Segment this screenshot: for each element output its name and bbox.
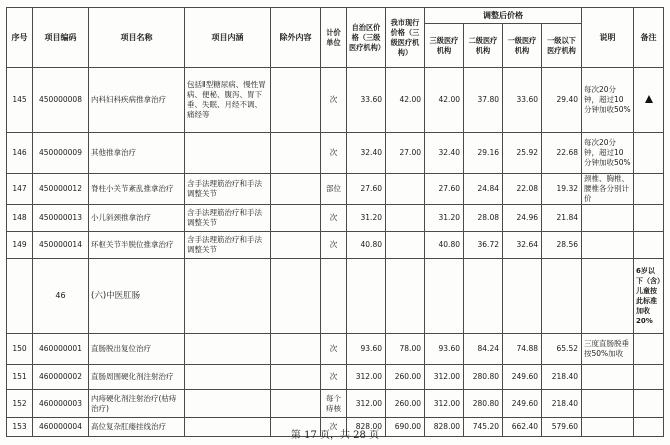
- table-row: [7, 174, 664, 205]
- header-below-level1: 一级以下医疗机构: [542, 24, 582, 68]
- cell-code: 450000014: [33, 232, 89, 259]
- cell-region-price: 32.40: [347, 133, 386, 174]
- cell-below-level1: 218.40: [542, 390, 582, 418]
- cell-city-price: 690.00: [386, 418, 425, 437]
- cell-region-price: 31.20: [347, 205, 386, 232]
- cell-level3: 32.40: [425, 133, 464, 174]
- cell-level1: 249.60: [503, 390, 542, 418]
- cell-level1: 662.40: [503, 418, 542, 437]
- header-level3: 三级医疗机构: [425, 24, 464, 68]
- cell-exclusions: [271, 259, 321, 334]
- table-row: [7, 68, 664, 133]
- cell-seq: 151: [7, 365, 33, 390]
- cell-remark: [634, 174, 664, 205]
- header-note: 说明: [582, 8, 634, 68]
- cell-city-price: 260.00: [386, 390, 425, 418]
- category-row: [7, 259, 664, 334]
- table-row: [7, 133, 664, 174]
- cell-unit: 每个痔核: [321, 390, 347, 418]
- cell-region-price: 93.60: [347, 334, 386, 365]
- cell-below-level1: 218.40: [542, 365, 582, 390]
- header-exclusions: 除外内容: [271, 8, 321, 68]
- cell-seq: 149: [7, 232, 33, 259]
- header-row-1: [7, 8, 664, 24]
- cell-exclusions: [271, 174, 321, 205]
- cell-exclusions: [271, 205, 321, 232]
- cell-region-price: 312.00: [347, 365, 386, 390]
- cell-unit: 次: [321, 365, 347, 390]
- category-code: 46: [33, 259, 89, 334]
- cell-note: [582, 205, 634, 232]
- cell-level1: 74.88: [503, 334, 542, 365]
- cell-name: 环枢关节半脱位推拿治疗: [89, 232, 185, 259]
- cell-code: 450000008: [33, 68, 89, 133]
- page-number: 第 17 页，共 28 页: [290, 430, 380, 441]
- header-content: 项目内涵: [185, 8, 271, 68]
- cell-remark: [634, 334, 664, 365]
- header-code: 项目编码: [33, 8, 89, 68]
- cell-level3: 31.20: [425, 205, 464, 232]
- header-adjusted: 调整后价格: [425, 8, 582, 24]
- cell-unit: [321, 259, 347, 334]
- table-row: [7, 365, 664, 390]
- cell-level2: [464, 259, 503, 334]
- cell-level3: 27.60: [425, 174, 464, 205]
- cell-level1: [503, 259, 542, 334]
- cell-below-level1: 28.56: [542, 232, 582, 259]
- header-seq: 序号: [7, 8, 33, 68]
- cell-remark: [634, 390, 664, 418]
- cell-city-price: 27.00: [386, 133, 425, 174]
- cell-content: [185, 365, 271, 390]
- cell-note: 颈椎、胸椎、腰椎各分别计价: [582, 174, 634, 205]
- cell-level3: 40.80: [425, 232, 464, 259]
- cell-region-price: 828.00: [347, 418, 386, 437]
- cell-level2: 745.20: [464, 418, 503, 437]
- cell-level3: 93.60: [425, 334, 464, 365]
- category-name: (六)中医肛肠: [89, 259, 185, 334]
- table-row: [7, 232, 664, 259]
- cell-seq: 147: [7, 174, 33, 205]
- cell-content: 含手法理筋治疗和手法调整关节: [185, 174, 271, 205]
- cell-level2: 29.16: [464, 133, 503, 174]
- cell-level1: 32.64: [503, 232, 542, 259]
- cell-city-price: 260.00: [386, 365, 425, 390]
- cell-note: [582, 365, 634, 390]
- header-remark: 备注: [634, 8, 664, 68]
- cell-below-level1: 579.60: [542, 418, 582, 437]
- cell-name: 小儿斜颈推拿治疗: [89, 205, 185, 232]
- cell-note: 三度直肠脱垂按50%加收: [582, 334, 634, 365]
- cell-note: [582, 232, 634, 259]
- table-row: [7, 390, 664, 418]
- cell-name: 脊柱小关节紊乱推拿治疗: [89, 174, 185, 205]
- cell-level2: 280.80: [464, 390, 503, 418]
- cell-content: [185, 334, 271, 365]
- cell-code: 450000013: [33, 205, 89, 232]
- cell-content: 含手法理筋治疗和手法调整关节: [185, 205, 271, 232]
- cell-level3: 312.00: [425, 390, 464, 418]
- cell-level2: 37.80: [464, 68, 503, 133]
- table-row: [7, 334, 664, 365]
- cell-level2: 84.24: [464, 334, 503, 365]
- header-level1: 一级医疗机构: [503, 24, 542, 68]
- cell-city-price: 78.00: [386, 334, 425, 365]
- cell-exclusions: [271, 390, 321, 418]
- cell-below-level1: 19.32: [542, 174, 582, 205]
- cell-level1: 22.08: [503, 174, 542, 205]
- cell-exclusions: [271, 232, 321, 259]
- cell-unit: 次: [321, 334, 347, 365]
- cell-level1: 24.96: [503, 205, 542, 232]
- cell-code: 460000002: [33, 365, 89, 390]
- cell-city-price: [386, 205, 425, 232]
- cell-level3: 828.00: [425, 418, 464, 437]
- cell-note: [582, 390, 634, 418]
- cell-note: 每次20分钟，超过10分钟加收50%: [582, 68, 634, 133]
- header-region-price: 自治区价格（三级医疗机构）: [347, 8, 386, 68]
- cell-seq: 145: [7, 68, 33, 133]
- cell-level1: 25.92: [503, 133, 542, 174]
- cell-below-level1: 65.52: [542, 334, 582, 365]
- cell-below-level1: [542, 259, 582, 334]
- cell-seq: [7, 259, 33, 334]
- cell-level3: [425, 259, 464, 334]
- cell-unit: 部位: [321, 174, 347, 205]
- cell-seq: 152: [7, 390, 33, 418]
- cell-city-price: [386, 232, 425, 259]
- cell-code: 460000001: [33, 334, 89, 365]
- cell-name: 内科妇科疾病推拿治疗: [89, 68, 185, 133]
- cell-level2: 28.08: [464, 205, 503, 232]
- cell-note: 每次20分钟，超过10分钟加收50%: [582, 133, 634, 174]
- cell-seq: 150: [7, 334, 33, 365]
- cell-code: 450000009: [33, 133, 89, 174]
- cell-remark: [634, 133, 664, 174]
- header-name: 项目名称: [89, 8, 185, 68]
- cell-remark: [634, 232, 664, 259]
- cell-name: 直肠脱出复位治疗: [89, 334, 185, 365]
- cell-unit: 次: [321, 68, 347, 133]
- cell-region-price: 33.60: [347, 68, 386, 133]
- cell-level2: 280.80: [464, 365, 503, 390]
- cell-content: [185, 133, 271, 174]
- cell-unit: 次: [321, 133, 347, 174]
- cell-region-price: 312.00: [347, 390, 386, 418]
- cell-level2: 36.72: [464, 232, 503, 259]
- cell-content: 含手法理筋治疗和手法调整关节: [185, 232, 271, 259]
- header-unit: 计价单位: [321, 8, 347, 68]
- cell-level3: 312.00: [425, 365, 464, 390]
- cell-content: 包括Ⅱ型糖尿病、慢性胃病、便秘、腹泻、胃下垂、失眠、月经不调、痛经等: [185, 68, 271, 133]
- cell-seq: 146: [7, 133, 33, 174]
- cell-region-price: [347, 259, 386, 334]
- price-table: [6, 7, 664, 437]
- header-level2: 二级医疗机构: [464, 24, 503, 68]
- cell-remark: [634, 68, 664, 133]
- cell-name: 高位复杂肛瘘挂线治疗: [89, 418, 185, 437]
- cell-name: 直肠周围硬化剂注射治疗: [89, 365, 185, 390]
- cell-city-price: [386, 259, 425, 334]
- cell-level1: 33.60: [503, 68, 542, 133]
- cell-unit: 次: [321, 205, 347, 232]
- cell-unit: 次: [321, 232, 347, 259]
- triangle-up-icon: [645, 95, 653, 103]
- cell-level2: 24.84: [464, 174, 503, 205]
- header-city-price: 我市现行价格（三级医疗机构）: [386, 8, 425, 68]
- cell-exclusions: [271, 365, 321, 390]
- cell-below-level1: 22.68: [542, 133, 582, 174]
- cell-content: [185, 259, 271, 334]
- cell-exclusions: [271, 133, 321, 174]
- cell-seq: 148: [7, 205, 33, 232]
- cell-exclusions: [271, 68, 321, 133]
- cell-level1: 249.60: [503, 365, 542, 390]
- cell-unit: 次: [321, 418, 347, 437]
- cell-level3: 42.00: [425, 68, 464, 133]
- cell-note: [582, 259, 634, 334]
- table-row: [7, 205, 664, 232]
- cell-region-price: 27.60: [347, 174, 386, 205]
- cell-code: 460000003: [33, 390, 89, 418]
- cell-below-level1: 29.40: [542, 68, 582, 133]
- cell-code: 460000004: [33, 418, 89, 437]
- cell-exclusions: [271, 334, 321, 365]
- cell-remark: [634, 365, 664, 390]
- cell-content: [185, 390, 271, 418]
- cell-seq: 153: [7, 418, 33, 437]
- cell-remark: [634, 205, 664, 232]
- cell-code: 450000012: [33, 174, 89, 205]
- cell-below-level1: 21.84: [542, 205, 582, 232]
- cell-name: 内痔硬化剂注射治疗(枯痔治疗): [89, 390, 185, 418]
- cell-region-price: 40.80: [347, 232, 386, 259]
- cell-name: 其他推拿治疗: [89, 133, 185, 174]
- cell-city-price: [386, 174, 425, 205]
- category-remark: 6岁以下（含）儿童按此标准加收20%: [634, 259, 664, 334]
- cell-city-price: 42.00: [386, 68, 425, 133]
